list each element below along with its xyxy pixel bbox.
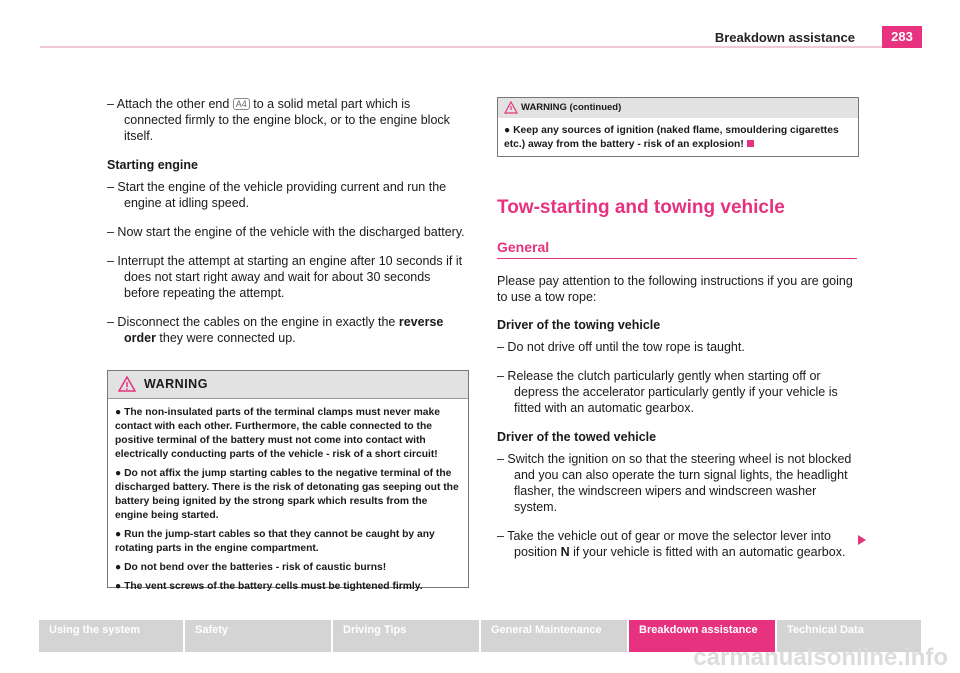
warning-bullet: ● Do not bend over the batteries - risk of caustic burns! xyxy=(115,562,387,573)
subsection-rule xyxy=(497,258,857,259)
page-header-title: Breakdown assistance xyxy=(714,30,855,45)
end-marker-icon xyxy=(747,140,754,147)
step-disconnect: – Disconnect the cables on the engine in exactly the reverse order they were connected up. xyxy=(107,315,444,345)
towing-step: – Do not drive off until the tow rope is taught. xyxy=(497,340,745,354)
tab-using-the-system[interactable]: Using the system xyxy=(39,620,185,652)
header-rule xyxy=(40,46,920,48)
tab-general-maintenance[interactable]: General Maintenance xyxy=(481,620,629,652)
warning-bullet: ● Run the jump-start cables so that they cannot be caught by any rotating parts in the engine compartment. xyxy=(115,529,435,554)
tab-technical-data[interactable]: Technical Data xyxy=(777,620,921,652)
warning-continued-bullet: ● Keep any sources of ignition (naked flame, smouldering cigarettes etc.) away from the battery - risk of an explosion! xyxy=(504,125,839,150)
right-column xyxy=(497,273,859,573)
section-heading: Tow-starting and towing vehicle xyxy=(497,197,785,218)
page-number: 283 xyxy=(882,26,922,48)
tab-safety[interactable]: Safety xyxy=(185,620,333,652)
step-interrupt: – Interrupt the attempt at starting an engine after 10 seconds if it does not start right away and wait for about 30 seconds before repeating the attempt. xyxy=(107,254,463,300)
towed-driver-heading: Driver of the towed vehicle xyxy=(497,430,657,444)
warning-box xyxy=(107,370,469,592)
left-column xyxy=(107,96,467,359)
subsection-heading: General xyxy=(497,239,550,255)
warning-bullet: ● The vent screws of the battery cells must be tightened firmly. xyxy=(115,581,423,592)
intro-text: Please pay attention to the following instructions if you are going to use a tow rope: xyxy=(497,274,853,304)
warning-continued-box xyxy=(497,97,859,157)
step-attach: – Attach the other end A4 to a solid metal part which is connected firmly to the engine block, or to the engine block itself. xyxy=(107,97,450,143)
step-start-discharged: – Now start the engine of the vehicle with the discharged battery. xyxy=(107,225,465,239)
towed-step-gear: – Take the vehicle out of gear or move the selector lever into position N if your vehicle is fitted with an automatic gearbox. xyxy=(497,529,846,559)
towed-step: – Switch the ignition on so that the steering wheel is not blocked and you can also operate the turn signal lights, the headlight flasher, the windscreen wipers and windscreen washer system. xyxy=(497,452,852,514)
step-start: – Start the engine of the vehicle providing current and run the engine at idling speed. xyxy=(107,180,447,210)
towing-step: – Release the clutch particularly gently when starting off or depress the accelerator particularly gently if your vehicle is fitted with an automatic gearbox. xyxy=(497,369,838,415)
towing-driver-heading: Driver of the towing vehicle xyxy=(497,318,661,332)
warning-bullet: ● The non-insulated parts of the terminal clamps must never make contact with each other. Furthermore, the cable connected to the positive terminal of the battery must not come into contact with electrically conducting parts of the vehicle - risk of a short circuit! xyxy=(115,407,440,460)
marker-a4: A4 xyxy=(233,98,250,110)
warning-triangle-icon xyxy=(504,101,518,114)
next-page-arrow-icon[interactable] xyxy=(857,534,867,546)
warning-bullet: ● Do not affix the jump starting cables to the negative terminal of the discharged battery. There is the risk of detonating gas seeping out the battery being ignited by the strong spark which results from the engine being started. xyxy=(115,468,459,521)
tab-breakdown-assistance[interactable]: Breakdown assistance xyxy=(629,620,777,652)
warning-header: WARNING xyxy=(108,371,468,399)
starting-engine-heading: Starting engine xyxy=(107,158,198,172)
warning-continued-header: WARNING (continued) xyxy=(498,98,858,118)
warning-triangle-icon xyxy=(118,376,136,392)
watermark: carmanualsonline.info xyxy=(693,644,948,671)
tab-driving-tips[interactable]: Driving Tips xyxy=(333,620,481,652)
